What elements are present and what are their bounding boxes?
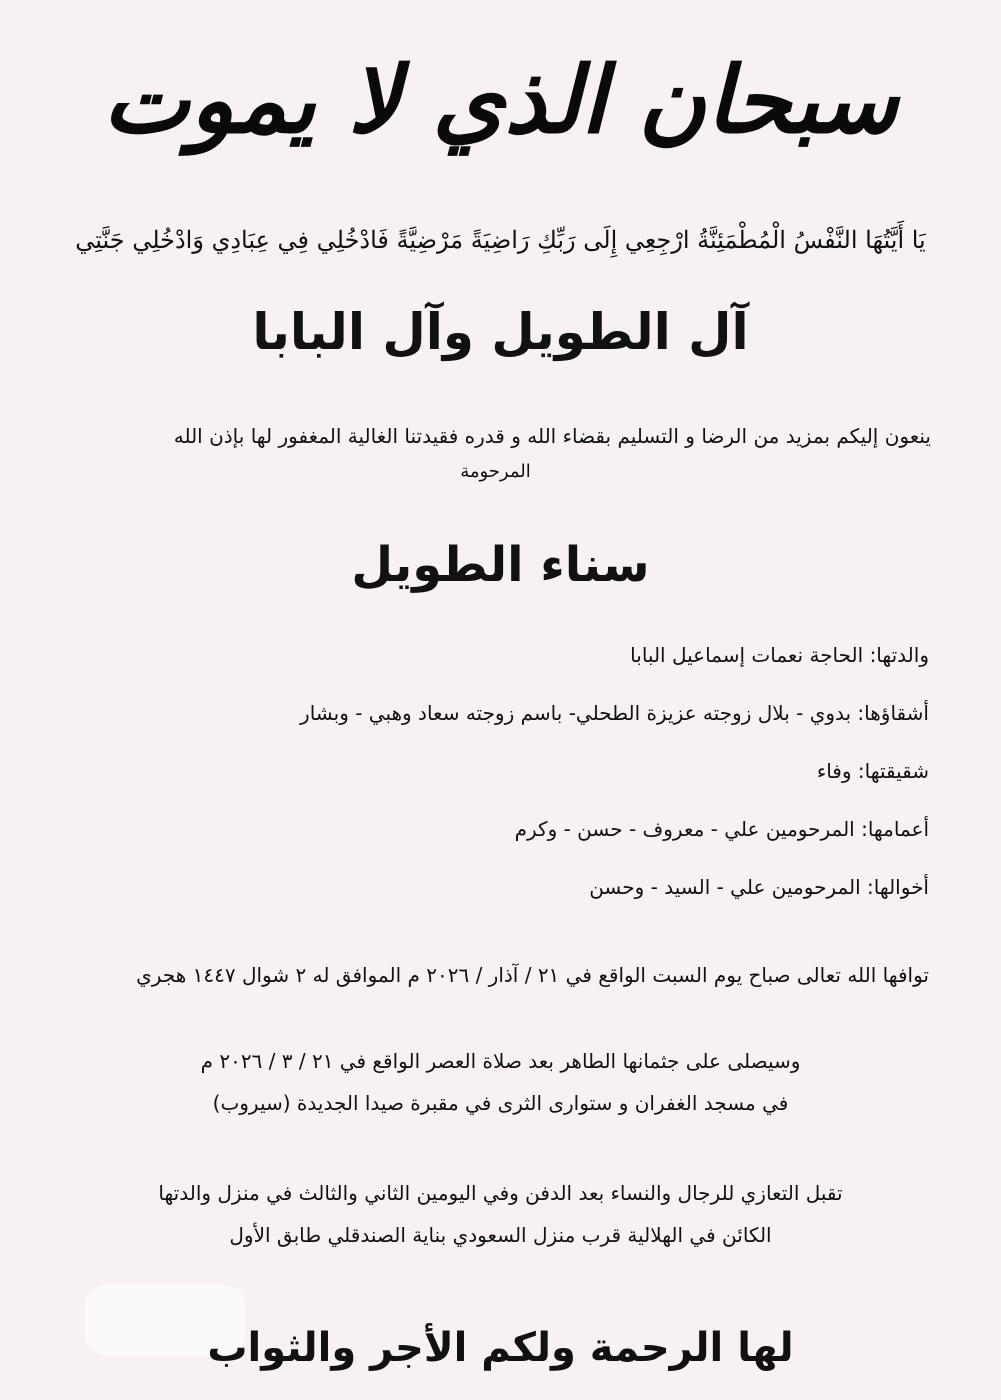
relative-brothers: أشقاؤها: بدوي - بلال زوجته عزيزة الطحلي- باسم زوجته سعاد وهبي - وبشار xyxy=(300,701,929,725)
condolences-line-1: تقبل التعازي للرجال والنساء بعد الدفن وفي اليومين الثاني والثالث في منزل والدتها xyxy=(158,1181,843,1205)
closing-line: لها الرحمة ولكم الأجر والثواب xyxy=(207,1325,794,1371)
prayer-line-2: في مسجد الغفران و ستوارى الثرى في مقبرة صيدا الجديدة (سيروب) xyxy=(212,1091,789,1115)
announcement-line-1: ينعون إليكم بمزيد من الرضا و التسليم بقضاء الله و قدره فقيدتنا الغالية المغفور لها بإذن الله xyxy=(173,424,931,448)
funeral-prayer xyxy=(0,1040,1001,1124)
announcement xyxy=(60,418,931,490)
condolences xyxy=(0,1172,1001,1256)
relatives-list xyxy=(120,630,929,920)
families-title: آل الطويل وآل البابا xyxy=(252,303,749,361)
relative-maternal-uncles: أخوالها: المرحومين علي - السيد - وحسن xyxy=(589,875,929,899)
relative-sister: شقيقتها: وفاء xyxy=(816,759,929,783)
calligraphy-header: سبحان الذي لا يموت xyxy=(102,46,899,154)
condolences-line-2: الكائن في الهلالية قرب منزل السعودي بناية الصندقلي طابق الأول xyxy=(229,1223,772,1247)
relative-paternal-uncles: أعمامها: المرحومين علي - معروف - حسن - وكرم xyxy=(514,817,929,841)
death-date: توافها الله تعالى صباح يوم السبت الواقع في ٢١ / آذار / ٢٠٢٦ م الموافق له ٢ شوال ١٤٤٧ هجري xyxy=(136,963,929,987)
announcement-line-2: المرحومة xyxy=(460,461,531,482)
quran-verse: يَا أَيَّتُهَا النَّفْسُ الْمُطْمَئِنَّةُ ارْجِعِي إِلَى رَبِّكِ رَاضِيَةً مَرْضِيَّةً فَادْخُلِي فِي عِبَادِي وَادْخُلِي جَنَّتِي xyxy=(75,226,926,254)
prayer-line-1: وسيصلى على جثمانها الطاهر بعد صلاة العصر الواقع في ٢١ / ٣ / ٢٠٢٦ م xyxy=(200,1049,801,1073)
relative-mother: والدتها: الحاجة نعمات إسماعيل البابا xyxy=(630,643,929,667)
deceased-name: سناء الطويل xyxy=(351,537,650,593)
